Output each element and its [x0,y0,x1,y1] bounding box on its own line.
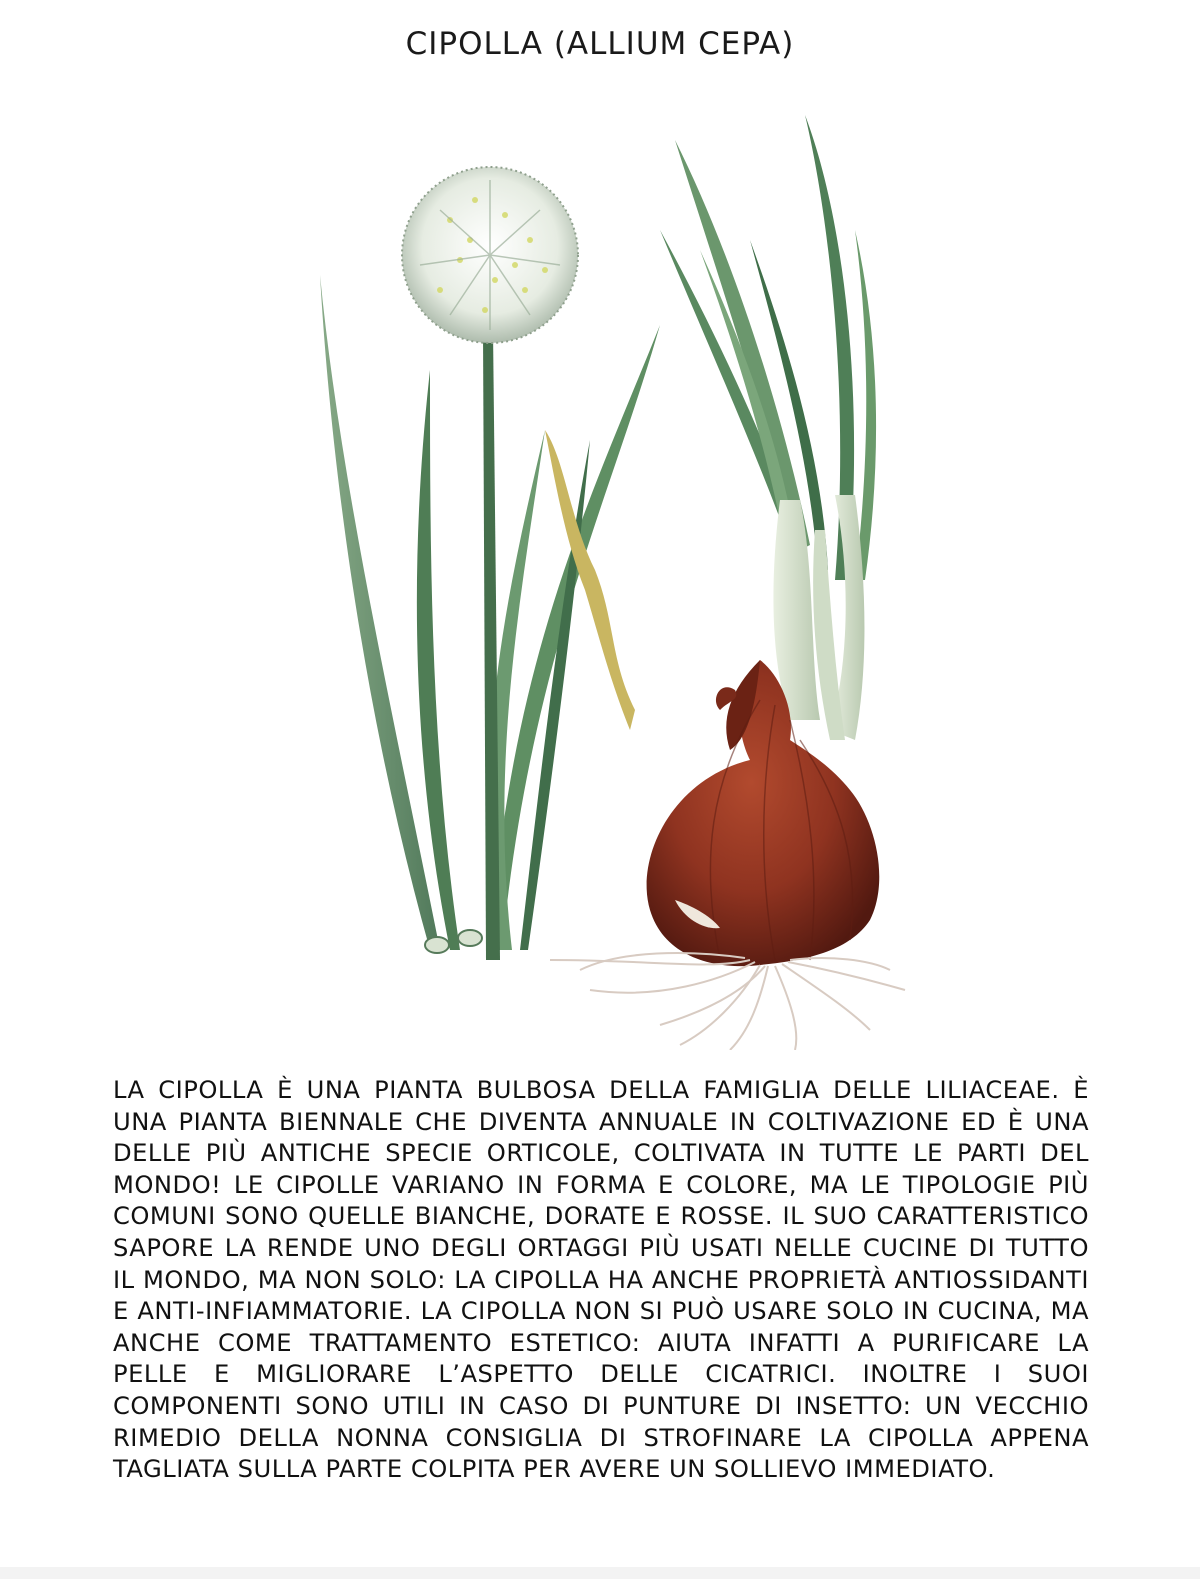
page-title: CIPOLLA (ALLIUM CEPA) [405,26,795,62]
bulb-plant [550,115,905,1050]
flowering-plant [320,167,660,960]
onion-botanical-illustration-icon [290,100,930,1050]
description-paragraph: LA CIPOLLA È UNA PIANTA BULBOSA DELLA FAMIGLIA DELLE LILIACEAE. È UNA PIANTA BIENNALE CHE DIVENTA ANNUALE IN COLTIVAZIONE ED È UNA DELLE PIÙ ANTICHE SPECIE ORTICOLE, COLTIVATA IN TUTTE LE PARTI DEL MONDO! LE CIPOLLE VARIANO IN FORMA E COLORE, MA LE TIPOLOGIE PIÙ COMUNI SONO QUELLE BIANCHE, DORATE E ROSSE. IL SUO CARATTERISTICO SAPORE LA RENDE UNO DEGLI ORTAGGI PIÙ USATI NELLE CUCINE DI TUTTO IL MONDO, MA NON SOLO: LA CIPOLLA HA ANCHE PROPRIETÀ ANTIOSSIDANTI E ANTI-INFIAMMATORIE. LA CIPOLLA NON SI PUÒ USARE SOLO IN CUCINA, MA ANCHE COME TRATTAMENTO ESTETICO: AIUTA INFATTI A PURIFICARE LA PELLE E MIGLIORARE L’ASPETTO DELLE CICATRICI. INOLTRE I SUOI COMPONENTI SONO UTILI IN CASO DI PUNTURE DI INSETTO: UN VECCHIO RIMEDIO DELLA NONNA CONSIGLIA DI STROFINARE LA CIPOLLA APPENA TAGLIATA SULLA PARTE COLPITA PER AVERE UN SOLLIEVO IMMEDIATO. [113,1076,1089,1484]
onion-illustration [290,100,930,1050]
page-bottom-edge [0,1567,1200,1579]
